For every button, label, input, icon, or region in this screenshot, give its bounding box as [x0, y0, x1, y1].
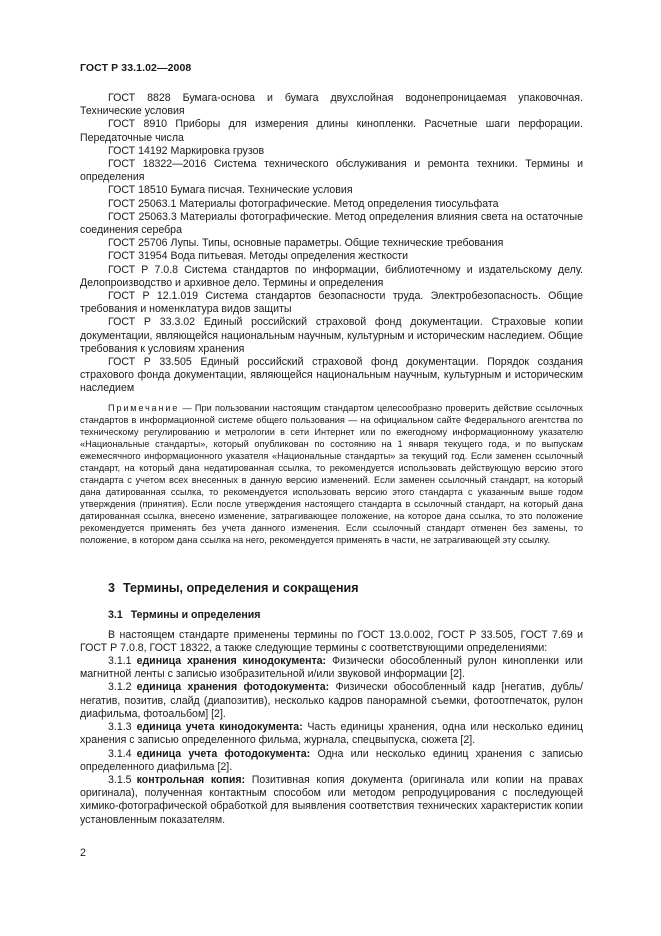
reference-title: Вода питьевая. Методы определения жесткости	[170, 250, 409, 263]
reference-code: ГОСТ 8910	[108, 118, 168, 131]
reference-item	[80, 145, 583, 158]
reference-code: ГОСТ Р 33.505	[108, 356, 192, 369]
reference-code: ГОСТ 25063.1	[108, 197, 177, 210]
term-text: Физически обособленный рулон кинопленки или магнитной ленты с записью изобразительной и/или звуковой информации [2].	[80, 655, 583, 681]
term-text: Одна или несколько единиц хранения с записью определенного диафильма [2].	[80, 747, 583, 773]
reference-item	[80, 237, 583, 250]
reference-title: Бумага-основа и бумага двухслойная водонепроницаемая упаковочная. Технические условия	[80, 92, 583, 118]
reference-code: ГОСТ 31954	[108, 250, 168, 263]
reference-title: Система стандартов по информации, библиотечному и издательскому делу. Делопроизводство и архивное дело. Термины и определения	[80, 263, 583, 289]
reference-title: Единый российский страховой фонд документации. Порядок создания страхового фонда документации, являющейся национальным научным, культурным и историческим наследием	[80, 356, 583, 395]
term-text: Физически обособленный кадр [негатив, дубль/негатив, позитив, слайд (диапозитив), несколько кадров панорамной съемки, фотоотпечаток, рулон диафильма, фотоальбом] [2].	[80, 681, 583, 720]
subsection-number: 3.1	[108, 608, 123, 621]
note-text: — При пользовании настоящим стандартом целесообразно проверить действие ссылочных стандартов в информационной системе общего пользования — на официальном сайте Федерального агентства по техническому регулированию и метрологии в сети Интернет или по ежегодному информационному указателю «Национальные стандарты», который опубликован по состоянию на 1 января текущего года, и по выпускам ежемесячного информационного указателя «Национальные стандарты» за текущий год. Если заменен ссылочный стандарт, на который дана недатированная ссылка, то рекомендуется использовать действующую версию этого стандарта с учетом всех внесенных в данную версию изменений. Если заменен ссылочный стандарт, на который дана датированная ссылка, то рекомендуется использовать версию этого стандарта с указанным выше годом утверждения (принятия). Если после утверждения настоящего стандарта в ссылочный стандарт, на который дана датированная ссылка, внесено изменение, затрагивающее положение, на которое дана ссылка, то это положение рекомендуется применять без учета данного изменения. Если ссылочный стандарт отменен без замены, то положение, в котором дана ссылка на него, рекомендуется применять в части, не затрагивающей эту ссылку.	[80, 402, 583, 545]
reference-item	[80, 290, 583, 316]
reference-title: Бумага писчая. Технические условия	[170, 184, 353, 197]
term-number: 3.1.3	[108, 721, 132, 734]
reference-code: ГОСТ 8828	[108, 92, 171, 104]
reference-item	[80, 198, 583, 211]
reference-item	[80, 316, 583, 356]
subsection-title: Термины и определения	[130, 608, 261, 621]
reference-title: Единый российский страховой фонд документации. Страховые копии документации, являющейся национальным научным, культурным и историческим наследием. Общие требования к условиям хранения	[80, 316, 583, 355]
reference-item	[80, 118, 583, 144]
subsection-heading	[80, 609, 583, 621]
term-number: 3.1.2	[108, 681, 132, 694]
note	[80, 402, 583, 546]
term-definition	[80, 681, 583, 721]
reference-title: Материалы фотографические. Метод определения влияния света на остаточные соединения серебра	[80, 210, 583, 237]
reference-code: ГОСТ 25706	[108, 237, 168, 250]
reference-title: Лупы. Типы, основные параметры. Общие технические требования	[170, 237, 504, 250]
term-name: единица хранения фотодокумента:	[136, 681, 330, 694]
term-number: 3.1.4	[108, 747, 132, 760]
reference-item	[80, 184, 583, 197]
term-text: Часть единицы хранения, одна или несколько единиц хранения с записью определенного фильма, журнала, спецвыпуска, сюжета [2].	[80, 721, 583, 747]
terms-list	[80, 655, 583, 827]
term-text: Позитивная копия документа (оригинала или копии на правах оригинала), полученная контактным способом или методом репродуцирования с последующей химико-фотографической обработкой для выявления соответствия технических характеристик копии установленным показателям.	[80, 773, 583, 826]
page-body	[80, 92, 583, 827]
reference-item	[80, 92, 583, 118]
section-number: 3	[108, 580, 115, 595]
reference-code: ГОСТ 14192	[108, 144, 168, 157]
reference-item	[80, 356, 583, 396]
term-name: контрольная копия:	[136, 773, 246, 786]
term-number: 3.1.5	[108, 773, 132, 786]
reference-title: Система технического обслуживания и ремонта техники. Термины и определения	[80, 158, 583, 184]
reference-item	[80, 211, 583, 237]
note-label: Примечание	[108, 402, 180, 413]
reference-item	[80, 264, 583, 290]
page-header: ГОСТ Р 33.1.02—2008	[80, 62, 192, 74]
reference-code: ГОСТ 18322—2016	[108, 158, 207, 171]
term-name: единица учета фотодокумента:	[136, 747, 311, 760]
reference-title: Маркировка грузов	[170, 144, 265, 157]
section-title: Термины, определения и сокращения	[122, 580, 359, 595]
section-heading	[80, 581, 583, 595]
page-number: 2	[80, 847, 86, 859]
normative-references-list	[80, 92, 583, 396]
reference-item	[80, 158, 583, 184]
intro-paragraph: В настоящем стандарте применены термины по ГОСТ 13.0.002, ГОСТ Р 33.505, ГОСТ 7.69 и ГОСТ Р 7.0.8, ГОСТ 18322, а также следующие термины с соответствующими определениями:	[80, 628, 583, 654]
reference-code: ГОСТ 25063.3	[108, 210, 177, 223]
term-name: единица учета кинодокумента:	[136, 721, 303, 734]
term-number: 3.1.1	[108, 655, 132, 668]
reference-title: Система стандартов безопасности труда. Электробезопасность. Общие требования и номенклатура видов защиты	[80, 290, 583, 316]
term-definition	[80, 748, 583, 774]
reference-code: ГОСТ Р 12.1.019	[108, 290, 199, 303]
reference-code: ГОСТ Р 33.3.02	[108, 316, 196, 329]
reference-code: ГОСТ Р 7.0.8	[108, 263, 179, 276]
term-name: единица хранения кинодокумента:	[136, 655, 327, 668]
reference-title: Материалы фотографические. Метод определения тиосульфата	[179, 197, 499, 210]
reference-item	[80, 250, 583, 263]
term-definition	[80, 721, 583, 747]
term-definition	[80, 655, 583, 681]
reference-title: Приборы для измерения длины кинопленки. Расчетные шаги перфорации. Передаточные числа	[80, 118, 583, 144]
reference-code: ГОСТ 18510	[108, 184, 168, 197]
term-definition	[80, 774, 583, 827]
